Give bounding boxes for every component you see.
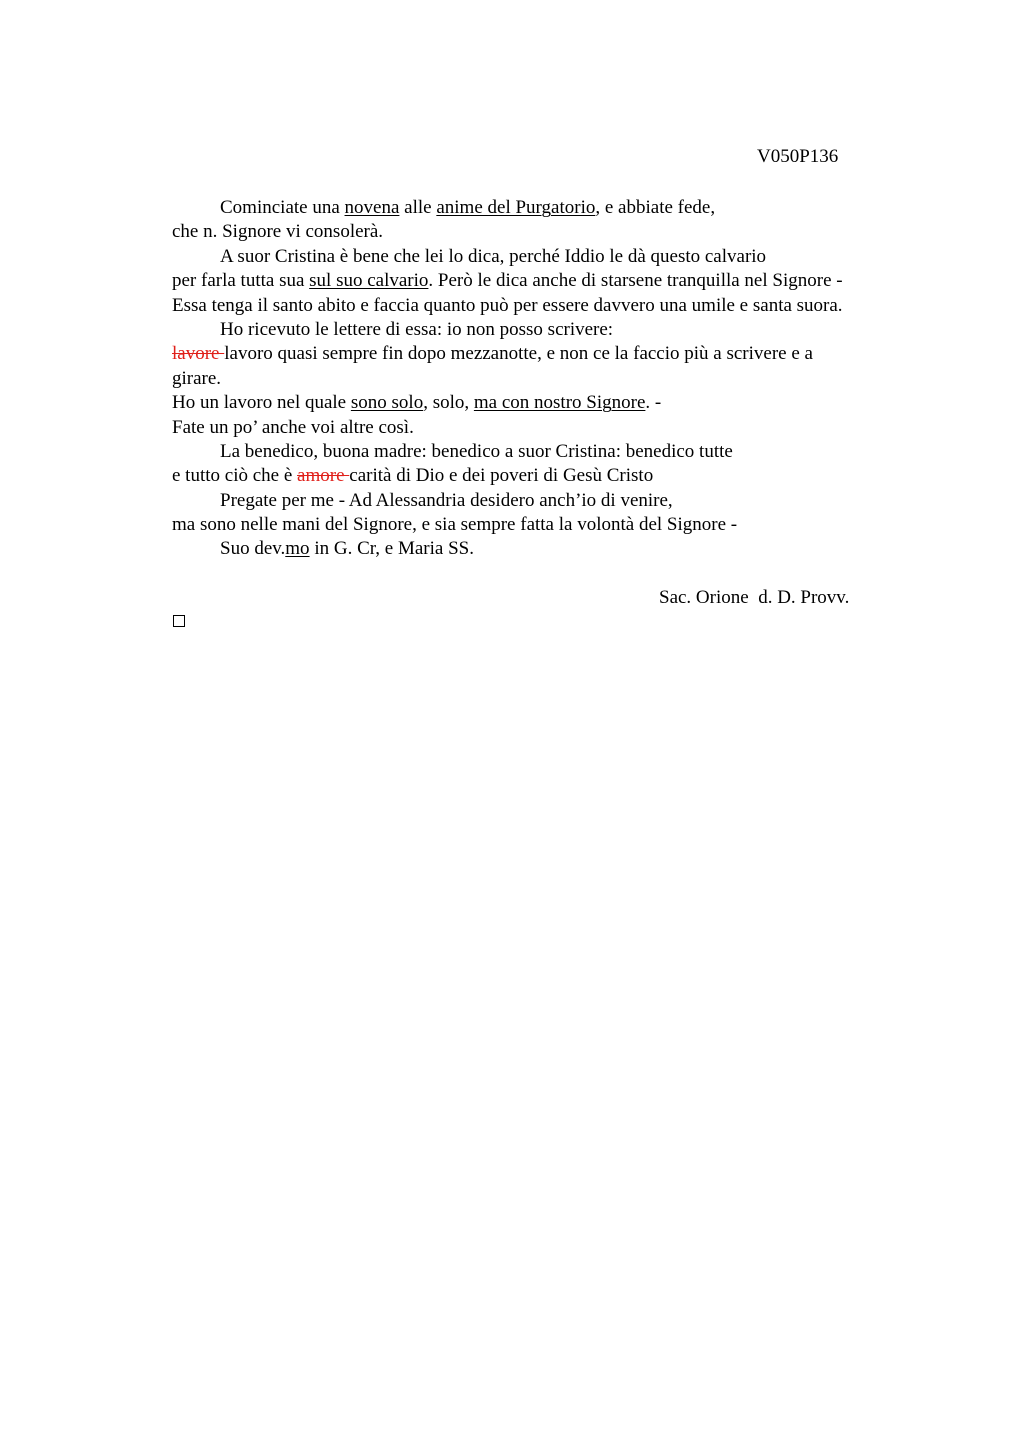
letter-line bbox=[172, 269, 912, 293]
text-segment: Suo dev. bbox=[220, 538, 286, 560]
text-segment: . Però le dica anche di starsene tranquilla nel Signore - bbox=[428, 270, 843, 292]
text-segment: Ho ricevuto le lettere di essa: io non posso scrivere: bbox=[220, 318, 614, 340]
text-segment: girare. bbox=[172, 367, 222, 389]
text-segment: che n. Signore vi consolerà. bbox=[172, 221, 384, 243]
text-segment: . - bbox=[645, 392, 662, 414]
text-segment: La benedico, buona madre: benedico a suor Cristina: benedico tutte bbox=[220, 440, 733, 462]
text-segment: Fate un po’ anche voi altre così. bbox=[172, 416, 414, 438]
underlined-text: sul suo calvario bbox=[309, 270, 429, 292]
text-segment: carità di Dio e dei poveri di Gesù Cristo bbox=[349, 465, 654, 487]
text-segment: , solo, bbox=[423, 392, 474, 414]
letter-line bbox=[172, 513, 912, 537]
text-segment: per farla tutta sua bbox=[172, 270, 310, 292]
text-segment: alle bbox=[399, 197, 437, 218]
letter-line bbox=[172, 342, 912, 366]
page-reference: V050P136 bbox=[757, 146, 839, 167]
letter-line bbox=[172, 318, 912, 342]
letter-line bbox=[172, 196, 912, 220]
underlined-text: sono solo bbox=[350, 392, 424, 414]
signature: Sac. Orione d. D. Provv. bbox=[659, 587, 850, 608]
text-segment: Cominciate una bbox=[220, 197, 345, 218]
text-segment: lavoro quasi sempre fin dopo mezzanotte, e non ce la faccio più a scrivere e a bbox=[224, 343, 813, 365]
underlined-text: mo bbox=[285, 538, 310, 560]
deleted-text: lavore bbox=[172, 343, 225, 365]
underlined-text: novena bbox=[344, 197, 400, 218]
text-segment: e tutto ciò che è bbox=[172, 465, 298, 487]
letter-line bbox=[172, 245, 912, 269]
text-segment: Pregate per me - Ad Alessandria desidero anch’io di venire, bbox=[220, 489, 673, 511]
letter-body bbox=[172, 196, 912, 562]
letter-line bbox=[172, 537, 912, 561]
letter-line bbox=[172, 489, 912, 513]
letter-line bbox=[172, 464, 912, 488]
letter-line bbox=[172, 440, 912, 464]
checkbox-square-icon bbox=[173, 615, 185, 627]
letter-line bbox=[172, 220, 912, 244]
text-segment: ma sono nelle mani del Signore, e sia sempre fatta la volontà del Signore - bbox=[172, 514, 738, 536]
deleted-text: amore bbox=[297, 465, 350, 487]
underlined-text: anime del Purgatorio bbox=[436, 197, 596, 218]
letter-line bbox=[172, 367, 912, 391]
text-segment: , e abbiate fede, bbox=[595, 197, 716, 218]
text-segment: Essa tenga il santo abito e faccia quanto può per essere davvero una umile e santa suora. bbox=[172, 294, 843, 316]
text-segment: in G. Cr, e Maria SS. bbox=[309, 538, 474, 560]
letter-line bbox=[172, 391, 912, 415]
underlined-text: ma con nostro Signore bbox=[473, 392, 646, 414]
text-segment: Ho un lavoro nel quale bbox=[172, 392, 351, 414]
text-segment: A suor Cristina è bene che lei lo dica, perché Iddio le dà questo calvario bbox=[220, 245, 767, 267]
letter-line bbox=[172, 294, 912, 318]
letter-line bbox=[172, 416, 912, 440]
